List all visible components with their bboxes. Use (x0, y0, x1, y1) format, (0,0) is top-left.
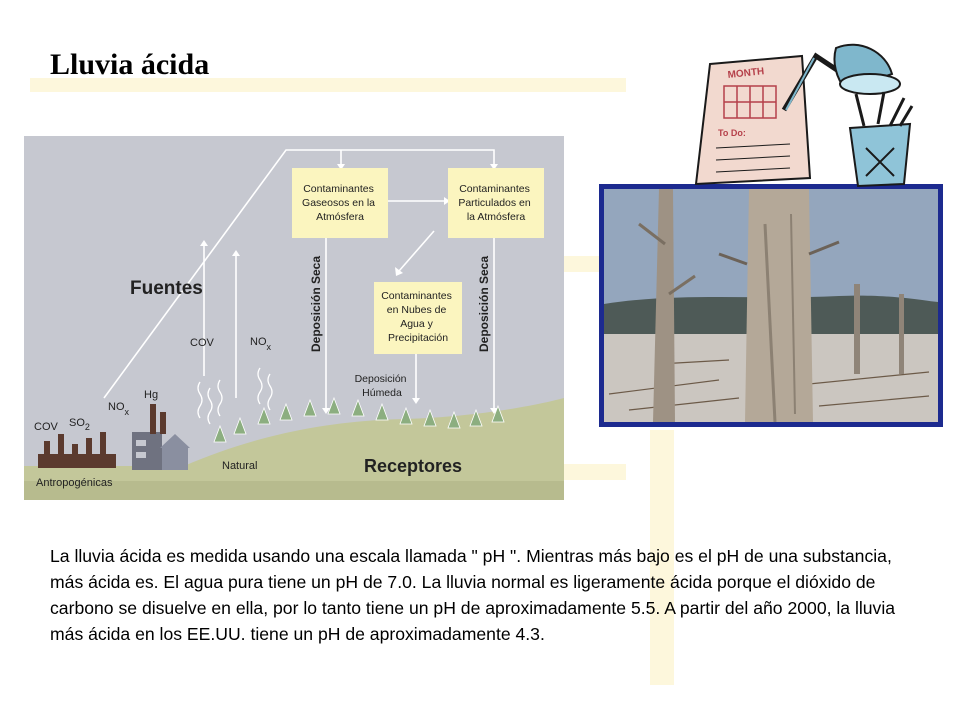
calendar-todo-label: To Do: (718, 128, 746, 138)
box-particulate-line-1: Contaminantes (459, 183, 530, 195)
dry-deposition-label-right: Deposición Seca (477, 255, 491, 353)
box-particulate-line-2: Particulados en (458, 197, 531, 209)
body-paragraph: La lluvia ácida es medida usando una escala llamada " pH ". Mientras más bajo es el pH de una substancia, más ácida es. El agua pura tiene un pH de 7.0. La lluvia normal es ligeramente ácida porque el dióxido de carbono se disuelve en ella, por lo tanto tiene un pH de aproximadamente 5.5. A partir del año 2000, la lluvia más ácida en los EE.UU. tiene un pH de aproximadamente 4.3. (50, 546, 896, 644)
box-gaseous-line-2: Gaseosos en la (302, 197, 376, 209)
nox-air-base: NO (250, 336, 267, 348)
so2-sub: 2 (84, 422, 90, 432)
box-clouds-line-4: Precipitación (387, 332, 449, 344)
sources-label: Fuentes (130, 278, 203, 299)
box-clouds-line-1: Contaminantes (381, 290, 452, 302)
nox-ground-sub: x (124, 407, 129, 417)
box-particulate-line-3: la Atmósfera (466, 211, 526, 223)
wet-deposition-line-2: Húmeda (362, 387, 402, 399)
hg-label: Hg (144, 389, 159, 401)
acid-rain-diagram (24, 136, 564, 500)
cov-air-label: COV (190, 337, 214, 349)
natural-label: Natural (222, 460, 258, 472)
box-clouds-line-2: en Nubes de (386, 304, 447, 316)
nox-air-sub: x (266, 342, 271, 352)
so2-base: SO (69, 417, 85, 429)
dead-forest-photo (599, 184, 943, 427)
anthropogenic-label: Antropogénicas (36, 477, 113, 489)
nox-ground-base: NO (108, 401, 125, 413)
cov-ground-label: COV (34, 421, 58, 433)
calendar-icon (696, 56, 810, 184)
dry-deposition-label-left: Deposición Seca (309, 255, 323, 353)
decorative-bar-mid (564, 256, 600, 272)
box-gaseous-line-1: Contaminantes (303, 183, 374, 195)
calendar-lamp-clipart (690, 28, 930, 188)
box-clouds-line-3: Agua y (400, 318, 433, 330)
slide-title: Lluvia ácida (50, 48, 210, 81)
box-gaseous-line-3: Atmósfera (316, 211, 364, 223)
pencil-cup-icon (850, 92, 912, 186)
calendar-month-label: MONTH (727, 66, 765, 81)
svg-text:Contaminantes Particulados (458, 183, 533, 223)
receptors-label: Receptores (364, 456, 463, 476)
wet-deposition-line-1: Deposición (354, 373, 407, 385)
decorative-bar-low (564, 464, 626, 480)
